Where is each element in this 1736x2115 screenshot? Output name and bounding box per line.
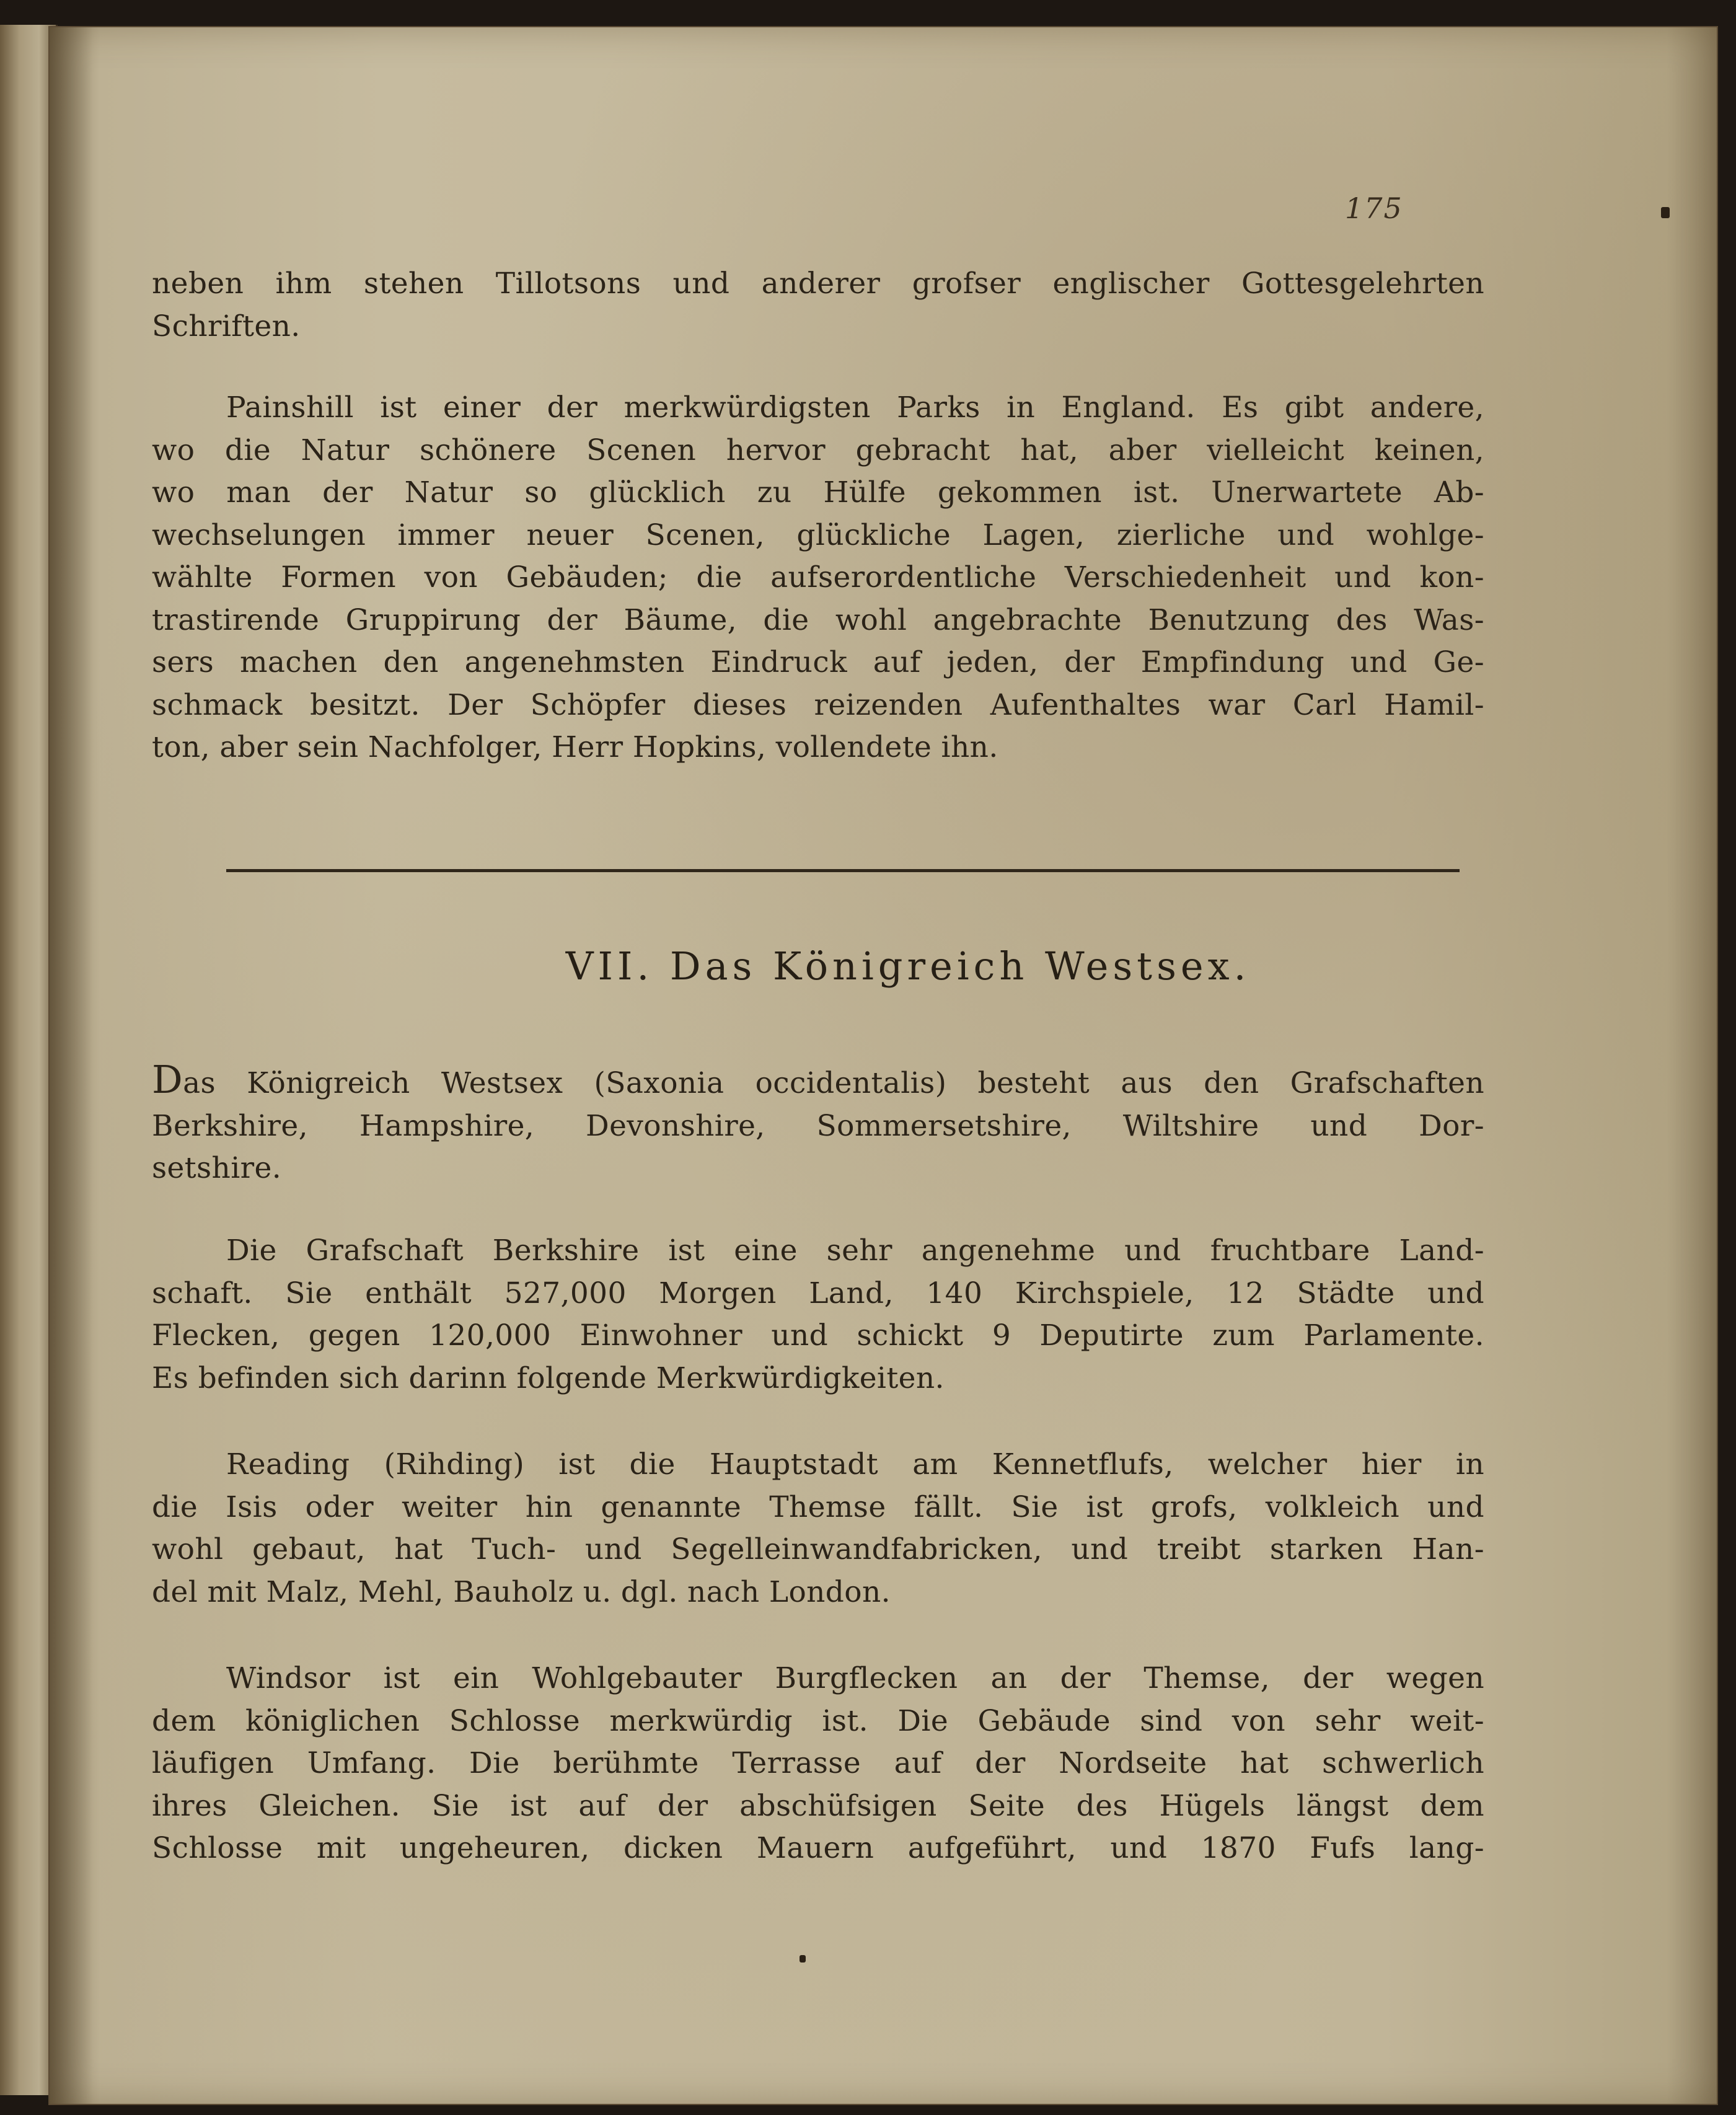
page-number: 175 bbox=[1345, 192, 1403, 225]
text-line: Reading (Rihding) ist die Hauptstadt am Kennetflufs, welcher hier in bbox=[226, 1447, 1484, 1481]
text-line: dem königlichen Schlosse merkwürdig ist. Die Gebäude sind von sehr weit- bbox=[152, 1703, 1484, 1738]
text-line: ihres Gleichen. Sie ist auf der abschüfsigen Seite des Hügels längst dem bbox=[152, 1788, 1484, 1823]
paragraph-5 bbox=[152, 1444, 1484, 1614]
section-divider bbox=[226, 869, 1460, 872]
text-line: wechselungen immer neuer Scenen, glückliche Lagen, zierliche und wohlge- bbox=[152, 518, 1484, 552]
text-line: Schriften. bbox=[152, 309, 301, 343]
text-line-first bbox=[152, 1057, 1484, 1105]
text-line: die Isis oder weiter hin genannte Themse fällt. Sie ist grofs, volkleich und bbox=[152, 1490, 1484, 1524]
paragraph-1 bbox=[152, 263, 1484, 348]
book-page bbox=[48, 26, 1718, 2105]
initial-letter: D bbox=[152, 1057, 183, 1102]
text-line: wo die Natur schönere Scenen hervor gebracht hat, aber vielleicht keinen, bbox=[152, 433, 1484, 467]
text-line: Windsor ist ein Wohlgebauter Burgflecken an der Themse, der wegen bbox=[226, 1661, 1484, 1695]
text-line: Flecken, gegen 120,000 Einwohner und schickt 9 Deputirte zum Parlamente. bbox=[152, 1318, 1484, 1353]
text-line: läufigen Umfang. Die berühmte Terrasse auf der Nordseite hat schwerlich bbox=[152, 1746, 1484, 1780]
text-line: Schlosse mit ungeheuren, dicken Mauern aufgeführt, und 1870 Fufs lang- bbox=[152, 1831, 1484, 1865]
chapter-heading: VII. Das Königreich Westsex. bbox=[565, 943, 1251, 989]
ink-speck bbox=[800, 1955, 806, 1963]
text-line: Painshill ist einer der merkwürdigsten Parks in England. Es gibt andere, bbox=[226, 391, 1484, 425]
text-line: schaft. Sie enthält 527,000 Morgen Land, 140 Kirchspiele, 12 Städte und bbox=[152, 1276, 1484, 1310]
gutter-shadow bbox=[50, 27, 93, 2104]
text-line: Die Grafschaft Berkshire ist eine sehr angenehme und fruchtbare Land- bbox=[226, 1234, 1484, 1268]
text-line: sers machen den angenehmsten Eindruck auf jeden, der Empfindung und Ge- bbox=[152, 645, 1484, 679]
ink-speck bbox=[1661, 207, 1670, 218]
text-line: wo man der Natur so glücklich zu Hülfe gekommen ist. Unerwartete Ab- bbox=[152, 475, 1484, 510]
paragraph-6 bbox=[152, 1658, 1484, 1870]
text-line: Es befinden sich darinn folgende Merkwürdigkeiten. bbox=[152, 1361, 945, 1395]
text-line: ton, aber sein Nachfolger, Herr Hopkins, vollendete ihn. bbox=[152, 730, 998, 764]
text-line: wählte Formen von Gebäuden; die aufserordentliche Verschiedenheit und kon- bbox=[152, 560, 1484, 594]
text-line: del mit Malz, Mehl, Bauholz u. dgl. nach London. bbox=[152, 1574, 891, 1609]
text-line: trastirende Gruppirung der Bäume, die wohl angebrachte Benutzung des Was- bbox=[152, 603, 1484, 637]
paragraph-4 bbox=[152, 1230, 1484, 1400]
text-line: Berkshire, Hampshire, Devonshire, Sommersetshire, Wiltshire und Dor- bbox=[152, 1108, 1484, 1143]
text-line: neben ihm stehen Tillotsons und anderer grofser englischer Gottesgelehrten bbox=[152, 267, 1484, 301]
text-line-rest: as Königreich Westsex (Saxonia occidentalis) besteht aus den Grafschaften bbox=[183, 1066, 1484, 1100]
paragraph-2 bbox=[152, 387, 1484, 769]
paragraph-3 bbox=[152, 1057, 1484, 1190]
text-line: schmack besitzt. Der Schöpfer dieses reizenden Aufenthaltes war Carl Hamil- bbox=[152, 687, 1484, 722]
text-line: wohl gebaut, hat Tuch- und Segelleinwandfabricken, und treibt starken Han- bbox=[152, 1532, 1484, 1566]
text-line: setshire. bbox=[152, 1151, 282, 1185]
